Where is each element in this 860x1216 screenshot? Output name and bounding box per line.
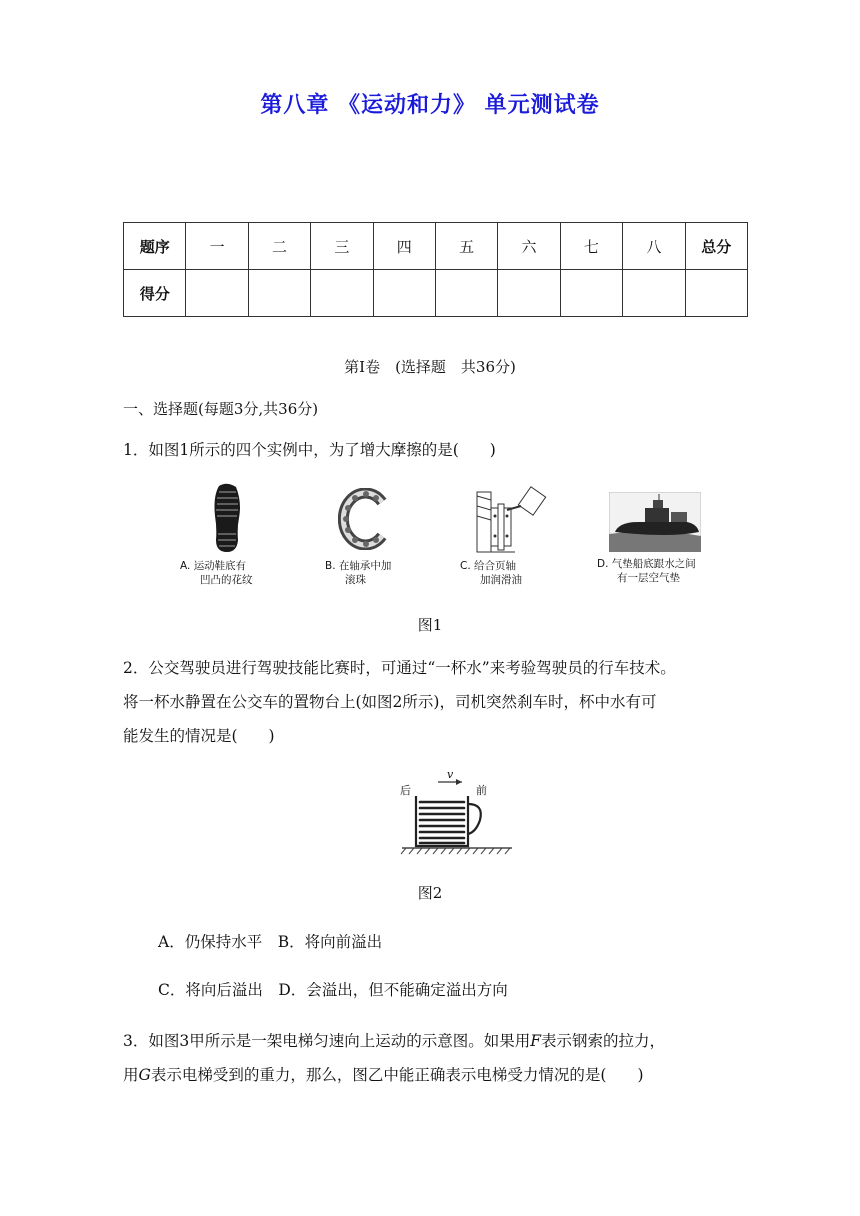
score-header-cell: 二 <box>248 223 310 270</box>
figure-1-caption: 图1 <box>417 616 443 634</box>
score-table-score-row <box>124 270 748 317</box>
ball-bearing-icon <box>338 488 388 550</box>
score-header-cell: 七 <box>560 223 622 270</box>
question-3-line-2-end: 表示电梯受到的重力，那么，图乙中能正确表示电梯受力情况的是( ) <box>150 1066 644 1084</box>
question-1-text: 1．如图1所示的四个实例中，为了增大摩擦的是( ) <box>123 441 496 459</box>
symbol-g: G <box>138 1066 151 1084</box>
score-cell <box>685 270 747 317</box>
q1-option-b <box>325 559 391 587</box>
q1-option-c-line1: 给合页轴 <box>474 560 517 572</box>
score-cell <box>498 270 560 317</box>
q1-option-d <box>597 557 696 585</box>
q1-option-a-line2: 凹凸的花纹 <box>200 574 253 586</box>
figure-2-label-back: 后 <box>400 784 411 797</box>
score-cell <box>248 270 310 317</box>
question-3-text <box>123 1024 753 1092</box>
q1-option-c-letter: C. <box>460 560 471 572</box>
q1-option-a-line1: 运动鞋底有 <box>193 560 247 572</box>
figure-2-caption: 图2 <box>417 884 443 902</box>
question-2-text <box>123 651 753 753</box>
question-3-line-1-start: 3．如图3甲所示是一架电梯匀速向上运动的示意图。如果用 <box>123 1032 531 1050</box>
q1-option-c-line2: 加润滑油 <box>480 574 522 586</box>
q1-option-d-line2: 有一层空气垫 <box>617 572 680 584</box>
question-3-line-1 <box>123 1024 753 1058</box>
q1-option-d-line1: 气垫船底跟水之间 <box>611 558 696 570</box>
q1-option-a-letter: A. <box>180 560 191 572</box>
score-cell <box>311 270 373 317</box>
score-cell <box>623 270 685 317</box>
question-2-options-row-2: C．将向后溢出 D．会溢出，但不能确定溢出方向 <box>158 981 508 999</box>
shoe-sole-icon <box>210 482 244 554</box>
question-2-line-2: 将一杯水静置在公交车的置物台上(如图2所示)，司机突然刹车时，杯中水有可 <box>123 693 657 711</box>
part-heading: 一、选择题(每题3分,共36分) <box>123 400 319 418</box>
section-heading: 第Ⅰ卷 (选择题 共36分) <box>344 358 516 376</box>
score-cell <box>560 270 622 317</box>
score-header-cell: 六 <box>498 223 560 270</box>
water-cup-figure <box>398 768 518 856</box>
score-header-cell: 总分 <box>685 223 747 270</box>
q1-option-b-letter: B. <box>325 560 336 572</box>
figure-2-label-front: 前 <box>476 784 487 797</box>
q1-option-b-line2: 滚珠 <box>345 574 366 586</box>
question-3-line-1-end: 表示钢索的拉力， <box>541 1032 666 1050</box>
question-2-line-3: 能发生的情况是( ) <box>123 727 275 745</box>
score-header-cell: 题序 <box>124 223 186 270</box>
score-table <box>123 222 748 317</box>
hinge-oil-can-icon <box>473 486 551 556</box>
score-header-cell: 一 <box>186 223 248 270</box>
q1-option-d-letter: D. <box>597 558 609 570</box>
q1-option-c <box>460 559 522 587</box>
symbol-f: F <box>530 1032 541 1050</box>
question-3-line-2 <box>123 1058 753 1092</box>
score-header-cell: 三 <box>311 223 373 270</box>
score-cell <box>186 270 248 317</box>
score-cell <box>435 270 497 317</box>
figure-2-label-velocity: v <box>447 768 454 781</box>
score-table-header-row <box>124 223 748 270</box>
q1-option-a <box>180 559 253 587</box>
score-header-cell: 四 <box>373 223 435 270</box>
question-2-line-1: 2．公交驾驶员进行驾驶技能比赛时，可通过“一杯水”来考验驾驶员的行车技术。 <box>123 659 676 677</box>
score-row-label: 得分 <box>124 270 186 317</box>
page-title: 第八章 《运动和力》 单元测试卷 <box>260 93 600 118</box>
question-2-options-row-1: A．仍保持水平 B．将向前溢出 <box>158 933 383 951</box>
score-header-cell: 五 <box>435 223 497 270</box>
hovercraft-icon <box>609 492 701 552</box>
q1-option-b-line1: 在轴承中加 <box>338 560 392 572</box>
score-header-cell: 八 <box>623 223 685 270</box>
question-3-line-2-start: 用 <box>123 1066 139 1084</box>
score-cell <box>373 270 435 317</box>
